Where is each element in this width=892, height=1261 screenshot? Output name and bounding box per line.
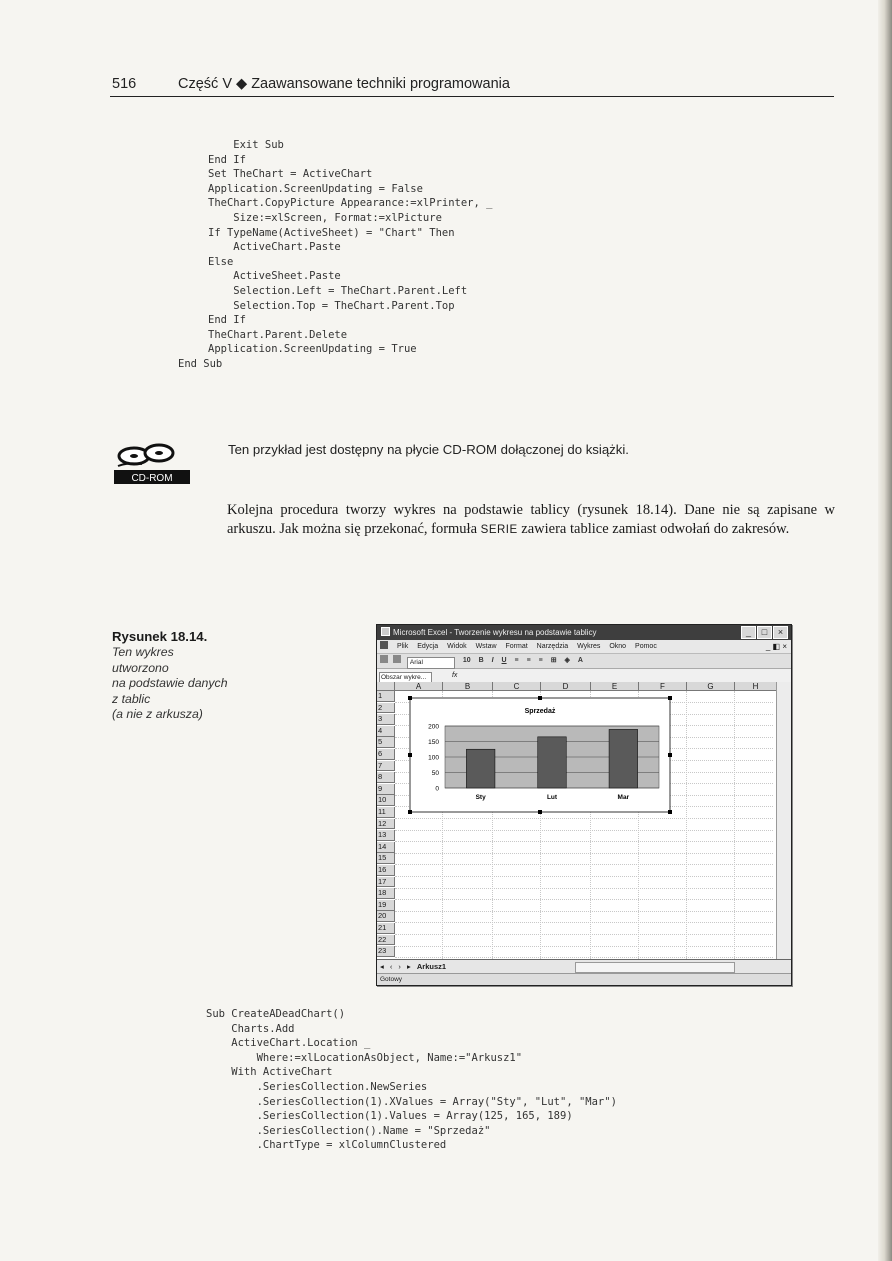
code-line: TheChart.Parent.Delete — [208, 328, 348, 341]
row-header-12[interactable]: 12 — [377, 819, 395, 830]
align-center-icon[interactable]: ≡ — [526, 657, 531, 664]
selection-handle[interactable] — [538, 810, 542, 814]
menu-item-pomoc[interactable]: Pomoc — [635, 643, 657, 650]
y-tick-label: 50 — [431, 770, 439, 777]
vertical-scrollbar[interactable] — [776, 682, 791, 959]
page-binding-edge — [878, 0, 892, 1261]
font-size-select[interactable]: 10 — [462, 657, 471, 664]
minimize-button[interactable]: _ — [741, 626, 756, 639]
selection-handle[interactable] — [408, 753, 412, 757]
worksheet[interactable] — [377, 682, 791, 959]
excel-toolbar — [377, 654, 791, 669]
menu-item-plik[interactable]: Plik — [396, 643, 409, 650]
paragraph-text-2: zawiera tablice zamiast odwołań do zakresów. — [517, 521, 790, 537]
code-line: If TypeName(ActiveSheet) = "Chart" Then — [208, 226, 455, 239]
window-controls — [741, 626, 788, 639]
code-line: End If — [208, 314, 246, 327]
paragraph-text-1: Kolejna procedura tworzy wykres na podstawie tablicy (rysunek 18.14). Dane nie są zapisane w arkuszu. Jak można się przekonać, formuła — [227, 502, 835, 537]
caption-line: z tablic — [112, 691, 151, 706]
sheet-nav-buttons[interactable]: ◂ ‹ › ▸ — [380, 962, 413, 971]
underline-button[interactable]: U — [501, 657, 507, 664]
column-header-b[interactable]: B — [443, 682, 493, 691]
code-line: Exit Sub — [208, 139, 284, 151]
column-header-f[interactable]: F — [639, 682, 687, 691]
row-header-15[interactable]: 15 — [377, 853, 395, 864]
code-line: .ChartType = xlColumnClustered — [206, 1139, 447, 1152]
excel-title-bar — [377, 625, 791, 640]
name-box[interactable]: Obszar wykre... — [379, 672, 432, 684]
row-header-10[interactable]: 10 — [377, 795, 395, 806]
cd-rom-icon — [112, 440, 192, 484]
embedded-chart[interactable] — [377, 682, 791, 959]
sheet-tab-bar — [377, 959, 791, 974]
code-line: Sub CreateADeadChart() — [206, 1008, 346, 1020]
code-line: Set TheChart = ActiveChart — [208, 168, 373, 181]
close-button[interactable]: × — [773, 626, 788, 639]
code-line: .SeriesCollection().Name = "Sprzedaż" — [206, 1124, 491, 1137]
code-line: Application.ScreenUpdating = False — [208, 182, 423, 195]
row-header-7[interactable]: 7 — [377, 761, 395, 772]
code-line: ActiveSheet.Paste — [208, 270, 341, 283]
menu-item-okno[interactable]: Okno — [609, 643, 627, 650]
bar-sty[interactable] — [466, 749, 495, 788]
x-tick-label: Mar — [617, 794, 630, 801]
x-tick-label: Lut — [546, 794, 558, 801]
y-tick-label: 0 — [435, 785, 439, 793]
code-block-2 — [206, 1007, 617, 1153]
fx-icon: fx — [451, 672, 458, 679]
column-header-a[interactable]: A — [395, 682, 443, 691]
excel-title: Microsoft Excel - Tworzenie wykresu na podstawie tablicy — [393, 628, 597, 637]
selection-handle[interactable] — [668, 753, 672, 757]
column-header-e[interactable]: E — [591, 682, 639, 691]
row-header-19[interactable]: 19 — [377, 900, 395, 911]
row-header-1[interactable]: 1 — [377, 691, 395, 702]
row-header-22[interactable]: 22 — [377, 935, 395, 946]
row-header-4[interactable]: 4 — [377, 726, 395, 737]
menu-item-widok[interactable]: Widok — [447, 643, 467, 650]
menu-item-narzedzia[interactable]: Narzędzia — [536, 643, 569, 650]
row-header-17[interactable]: 17 — [377, 877, 395, 888]
workbook-window-controls[interactable]: _ ◧ × — [765, 642, 787, 651]
font-color-icon[interactable]: A — [577, 657, 583, 664]
code-line: End If — [208, 153, 246, 166]
column-header-h[interactable]: H — [735, 682, 777, 691]
code-line: Else — [208, 255, 234, 268]
italic-button[interactable]: I — [491, 657, 494, 664]
selection-handle[interactable] — [538, 696, 542, 700]
bar-lut[interactable] — [538, 737, 567, 788]
menu-item-edycja[interactable]: Edycja — [417, 643, 439, 650]
workbook-icon — [380, 641, 388, 649]
maximize-button[interactable]: □ — [757, 626, 772, 639]
code-line: .SeriesCollection.NewSeries — [206, 1080, 428, 1093]
row-header-20[interactable]: 20 — [377, 911, 395, 922]
menu-item-wykres[interactable]: Wykres — [577, 643, 601, 650]
figure-caption — [112, 629, 302, 723]
align-right-icon[interactable]: ≡ — [538, 657, 543, 664]
chart-title: Sprzedaż — [524, 708, 556, 715]
row-header-18[interactable]: 18 — [377, 888, 395, 899]
row-header-16[interactable]: 16 — [377, 865, 395, 876]
image-icon[interactable] — [393, 655, 401, 663]
excel-menu-bar — [377, 640, 791, 654]
caption-line: (a nie z arkusza) — [112, 707, 203, 721]
row-header-21[interactable]: 21 — [377, 923, 395, 934]
row-header-2[interactable]: 2 — [377, 703, 395, 714]
caption-line: na podstawie danych — [112, 676, 228, 690]
row-header-3[interactable]: 3 — [377, 714, 395, 725]
code-line: Selection.Left = TheChart.Parent.Left — [208, 284, 468, 297]
code-line: ActiveChart.Location _ — [206, 1037, 371, 1050]
code-line: .SeriesCollection(1).Values = Array(125, 165, 189) — [206, 1110, 573, 1123]
y-tick-label: 200 — [428, 723, 439, 731]
code-line: Selection.Top = TheChart.Parent.Top — [208, 299, 455, 312]
serie-keyword: SERIE — [480, 524, 518, 536]
row-header-14[interactable]: 14 — [377, 842, 395, 853]
excel-app-icon — [381, 627, 390, 636]
header-rule — [110, 96, 834, 97]
code-block-1 — [178, 138, 493, 372]
y-tick-label: 100 — [428, 754, 439, 762]
excel-window — [376, 624, 792, 986]
align-left-icon[interactable]: ≡ — [514, 657, 519, 664]
caption-line: utworzono — [112, 660, 169, 675]
code-line: .SeriesCollection(1).XValues = Array("Sty", "Lut", "Mar") — [206, 1095, 617, 1108]
font-name-select[interactable]: Arial — [407, 657, 455, 669]
row-header-6[interactable]: 6 — [377, 749, 395, 760]
column-header-d[interactable]: D — [541, 682, 591, 691]
code-line: Charts.Add — [206, 1022, 295, 1035]
row-header-9[interactable]: 9 — [377, 784, 395, 795]
sheet-tab-arkusz1[interactable]: Arkusz1 — [416, 962, 447, 971]
borders-icon[interactable]: ⊞ — [550, 657, 557, 664]
caption-line: Ten wykres — [112, 645, 174, 659]
row-header-23[interactable]: 23 — [377, 946, 395, 957]
row-header-5[interactable]: 5 — [377, 737, 395, 748]
horizontal-scrollbar[interactable] — [575, 962, 735, 973]
figure-title: Rysunek 18.14. — [112, 629, 208, 644]
running-title: Część V ◆ Zaawansowane techniki programowania — [178, 76, 510, 92]
selection-handle[interactable] — [408, 696, 412, 700]
row-header-13[interactable]: 13 — [377, 830, 395, 841]
code-line: ActiveChart.Paste — [208, 241, 341, 254]
body-paragraph — [227, 501, 835, 540]
fill-color-icon[interactable]: ◈ — [564, 657, 570, 664]
x-tick-label: Sty — [475, 794, 486, 801]
menu-item-format[interactable]: Format — [505, 643, 528, 650]
code-line: End Sub — [178, 357, 223, 370]
menu-item-wstaw[interactable]: Wstaw — [475, 643, 497, 650]
code-line: Application.ScreenUpdating = True — [208, 343, 417, 356]
selection-handle[interactable] — [668, 696, 672, 700]
bar-mar[interactable] — [609, 729, 638, 788]
selection-handle[interactable] — [408, 810, 412, 814]
row-header-8[interactable]: 8 — [377, 772, 395, 783]
column-header-g[interactable]: G — [687, 682, 735, 691]
cd-note-text: Ten przykład jest dostępny na płycie CD-ROM dołączonej do książki. — [228, 442, 629, 457]
page-number: 516 — [112, 76, 137, 92]
code-line: Size:=xlScreen, Format:=xlPicture — [208, 211, 442, 224]
formula-bar — [377, 669, 791, 683]
code-line: TheChart.CopyPicture Appearance:=xlPrinter, _ — [208, 197, 493, 210]
bold-button[interactable]: B — [478, 657, 484, 664]
code-line: With ActiveChart — [206, 1066, 333, 1079]
chart-icon[interactable] — [380, 655, 388, 663]
row-header-11[interactable]: 11 — [377, 807, 395, 818]
selection-handle[interactable] — [668, 810, 672, 814]
code-line: Where:=xlLocationAsObject, Name:="Arkusz1" — [206, 1051, 523, 1064]
y-tick-label: 150 — [428, 739, 439, 746]
status-bar: Gotowy — [377, 973, 791, 985]
cd-rom-label: CD-ROM — [131, 473, 173, 484]
column-header-c[interactable]: C — [493, 682, 541, 691]
